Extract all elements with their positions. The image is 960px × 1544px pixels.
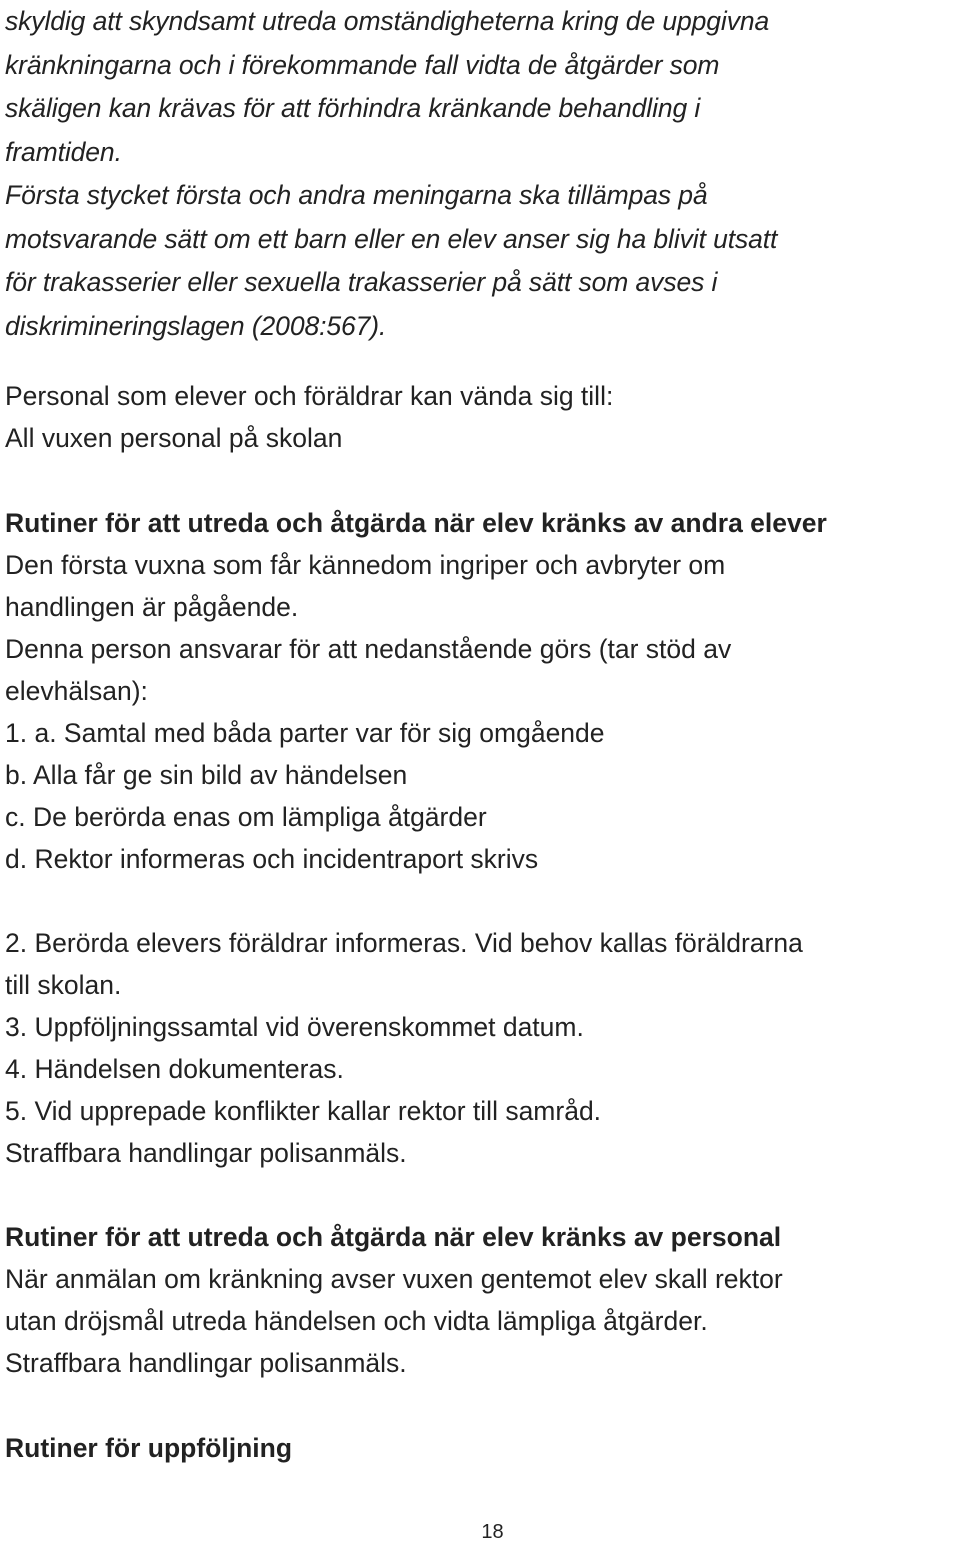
text-line: elevhälsan):	[5, 676, 148, 706]
text-line: skäligen kan krävas för att förhindra kränkande behandling i	[5, 93, 701, 123]
text-line: utan dröjsmål utreda händelsen och vidta lämpliga åtgärder.	[5, 1306, 708, 1336]
list-item: c. De berörda enas om lämpliga åtgärder	[5, 802, 487, 832]
section-students	[5, 502, 960, 880]
text-line: diskrimineringslagen (2008:567).	[5, 310, 387, 341]
text-line: Denna person ansvarar för att nedanstående görs (tar stöd av	[5, 634, 732, 664]
text-line: till skolan.	[5, 970, 122, 1000]
section-students-continued	[5, 922, 960, 1174]
intro-italic-paragraph	[5, 0, 955, 348]
text-line: skyldig att skyndsamt utreda omständigheterna kring de uppgivna	[5, 6, 770, 36]
text-line: handlingen är pågående.	[5, 592, 299, 622]
section-heading: Rutiner för att utreda och åtgärda när elev kränks av personal	[5, 1222, 782, 1252]
text-line: framtiden.	[5, 136, 122, 167]
text-line: för trakasserier eller sexuella trakasserier på sätt som avses i	[5, 267, 718, 297]
list-item: 3. Uppföljningssamtal vid överenskommet datum.	[5, 1012, 584, 1042]
list-item: 4. Händelsen dokumenteras.	[5, 1054, 344, 1084]
section-staff	[5, 1216, 960, 1384]
page-number: 18	[481, 1521, 504, 1543]
text-line: Straffbara handlingar polisanmäls.	[5, 1348, 407, 1378]
list-item: 1. a. Samtal med båda parter var för sig omgående	[5, 718, 605, 748]
section-heading: Rutiner för uppföljning	[5, 1433, 293, 1463]
text-line: kränkningarna och i förekommande fall vidta de åtgärder som	[5, 49, 720, 80]
text-line: Den första vuxna som får kännedom ingriper och avbryter om	[5, 550, 726, 580]
section-heading: Rutiner för att utreda och åtgärda när elev kränks av andra elever	[5, 508, 827, 538]
text-line: När anmälan om kränkning avser vuxen gentemot elev skall rektor	[5, 1264, 783, 1294]
contact-line: Personal som elever och föräldrar kan vända sig till:	[5, 381, 614, 411]
list-item: d. Rektor informeras och incidentraport skrivs	[5, 844, 539, 874]
list-item: 2. Berörda elevers föräldrar informeras. Vid behov kallas föräldrarna	[5, 928, 803, 958]
list-item: 5. Vid upprepade konflikter kallar rektor till samråd.	[5, 1096, 602, 1126]
text-line: Straffbara handlingar polisanmäls.	[5, 1138, 407, 1168]
text-line: Första stycket första och andra meningarna ska tillämpas på	[5, 180, 708, 210]
section-followup	[5, 1427, 960, 1469]
list-item: b. Alla får ge sin bild av händelsen	[5, 760, 408, 790]
text-line: motsvarande sätt om ett barn eller en elev anser sig ha blivit utsatt	[5, 223, 778, 254]
contact-line: All vuxen personal på skolan	[5, 423, 343, 453]
contact-paragraph	[5, 375, 960, 459]
